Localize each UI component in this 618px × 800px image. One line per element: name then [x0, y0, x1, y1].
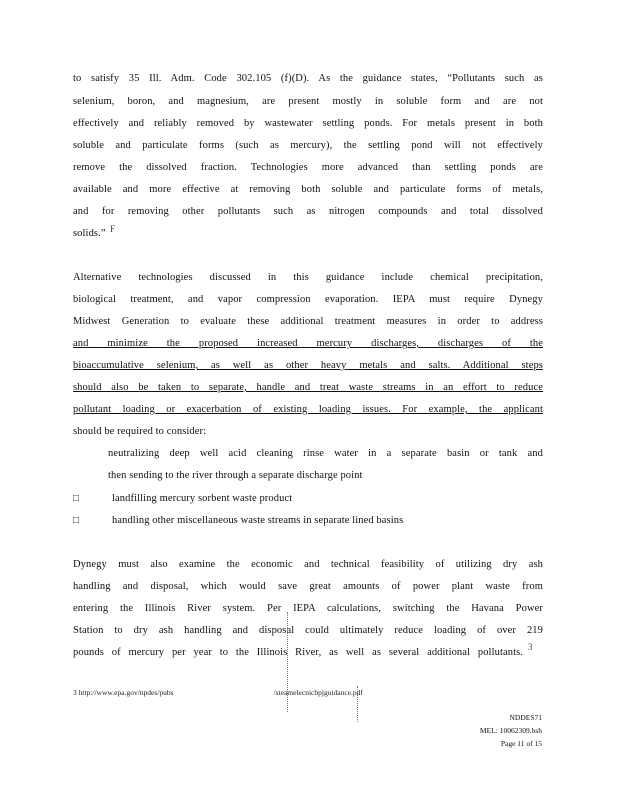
bullet-marker: □: [73, 493, 80, 504]
footnote: [73, 688, 363, 697]
footer-mel: MEL: 10062309.bsh: [479, 726, 542, 735]
text-line: Station to dry ash handling and disposal could ultimately reduce loading of over 219: [73, 625, 543, 636]
text-line: handling and disposal, which would save great amounts of power plant waste from: [73, 581, 543, 592]
bullet-item-continued: then sending to the river through a separate discharge point: [108, 470, 363, 481]
text-line: should be required to consider:: [73, 426, 207, 437]
underlined-text-line: bioaccumulative selenium, as well as other heavy metals and salts. Additional steps: [73, 360, 543, 371]
text-line: soluble and particulate forms (such as mercury), the settling pond will not effectively: [73, 140, 543, 151]
scan-artifact-line: [287, 612, 288, 712]
bullet-item: handling other miscellaneous waste streams in separate lined basins: [112, 515, 404, 526]
footer-code: NDDES71: [509, 713, 542, 722]
bullet-item: neutralizing deep well acid cleaning rinse water in a separate basin or tank and: [108, 448, 543, 459]
footnote-url-part1: http://www.epa.gov/npdes/pubs: [78, 688, 174, 697]
text-line: Dynegy must also examine the economic and technical feasibility of utilizing dry ash: [73, 559, 543, 570]
text-line: biological treatment, and vapor compression evaporation. IEPA must require Dynegy: [73, 294, 543, 305]
text-line: entering the Illinois River system. Per IEPA calculations, switching the Havana Power: [73, 603, 543, 614]
text-line: solids.”: [73, 228, 106, 239]
footnote-url-part2: /steamelecnicbpjguidance.pdf: [273, 688, 363, 697]
underlined-text-line: pollutant loading or exacerbation of existing loading issues. For example, the applicant: [73, 404, 543, 415]
text-line: remove the dissolved fraction. Technologies more advanced than settling ponds are: [73, 162, 543, 173]
underlined-text-line: should also be taken to separate, handle and treat waste streams in an effort to reduce: [73, 382, 543, 393]
bullet-item: landfilling mercury sorbent waste product: [112, 493, 293, 504]
page-number: Page 11 of 15: [500, 739, 542, 748]
footnote-ref: 3: [528, 642, 533, 652]
text-line: Midwest Generation to evaluate these additional treatment measures in order to address: [73, 316, 543, 327]
text-line: effectively and reliably removed by wastewater settling ponds. For metals present in both: [73, 118, 543, 129]
text-line: pounds of mercury per year to the Illinois River, as well as several additional pollutants.: [73, 647, 523, 658]
text-line: selenium, boron, and magnesium, are present mostly in soluble form and are not: [73, 96, 543, 107]
text-line: and for removing other pollutants such as nitrogen compounds and total dissolved: [73, 206, 543, 217]
bullet-marker: □: [73, 515, 80, 526]
text-line: available and more effective at removing both soluble and particulate forms of metals,: [73, 184, 543, 195]
underlined-text-line: and minimize the proposed increased mercury discharges, discharges of the: [73, 338, 543, 349]
footnote-ref: F: [110, 224, 116, 234]
footnote-number: 3: [73, 688, 77, 697]
text-line: to satisfy 35 Ill. Adm. Code 302.105 (f)(D). As the guidance states, “Pollutants such as: [73, 73, 543, 84]
text-line: Alternative technologies discussed in this guidance include chemical precipitation,: [73, 272, 543, 283]
